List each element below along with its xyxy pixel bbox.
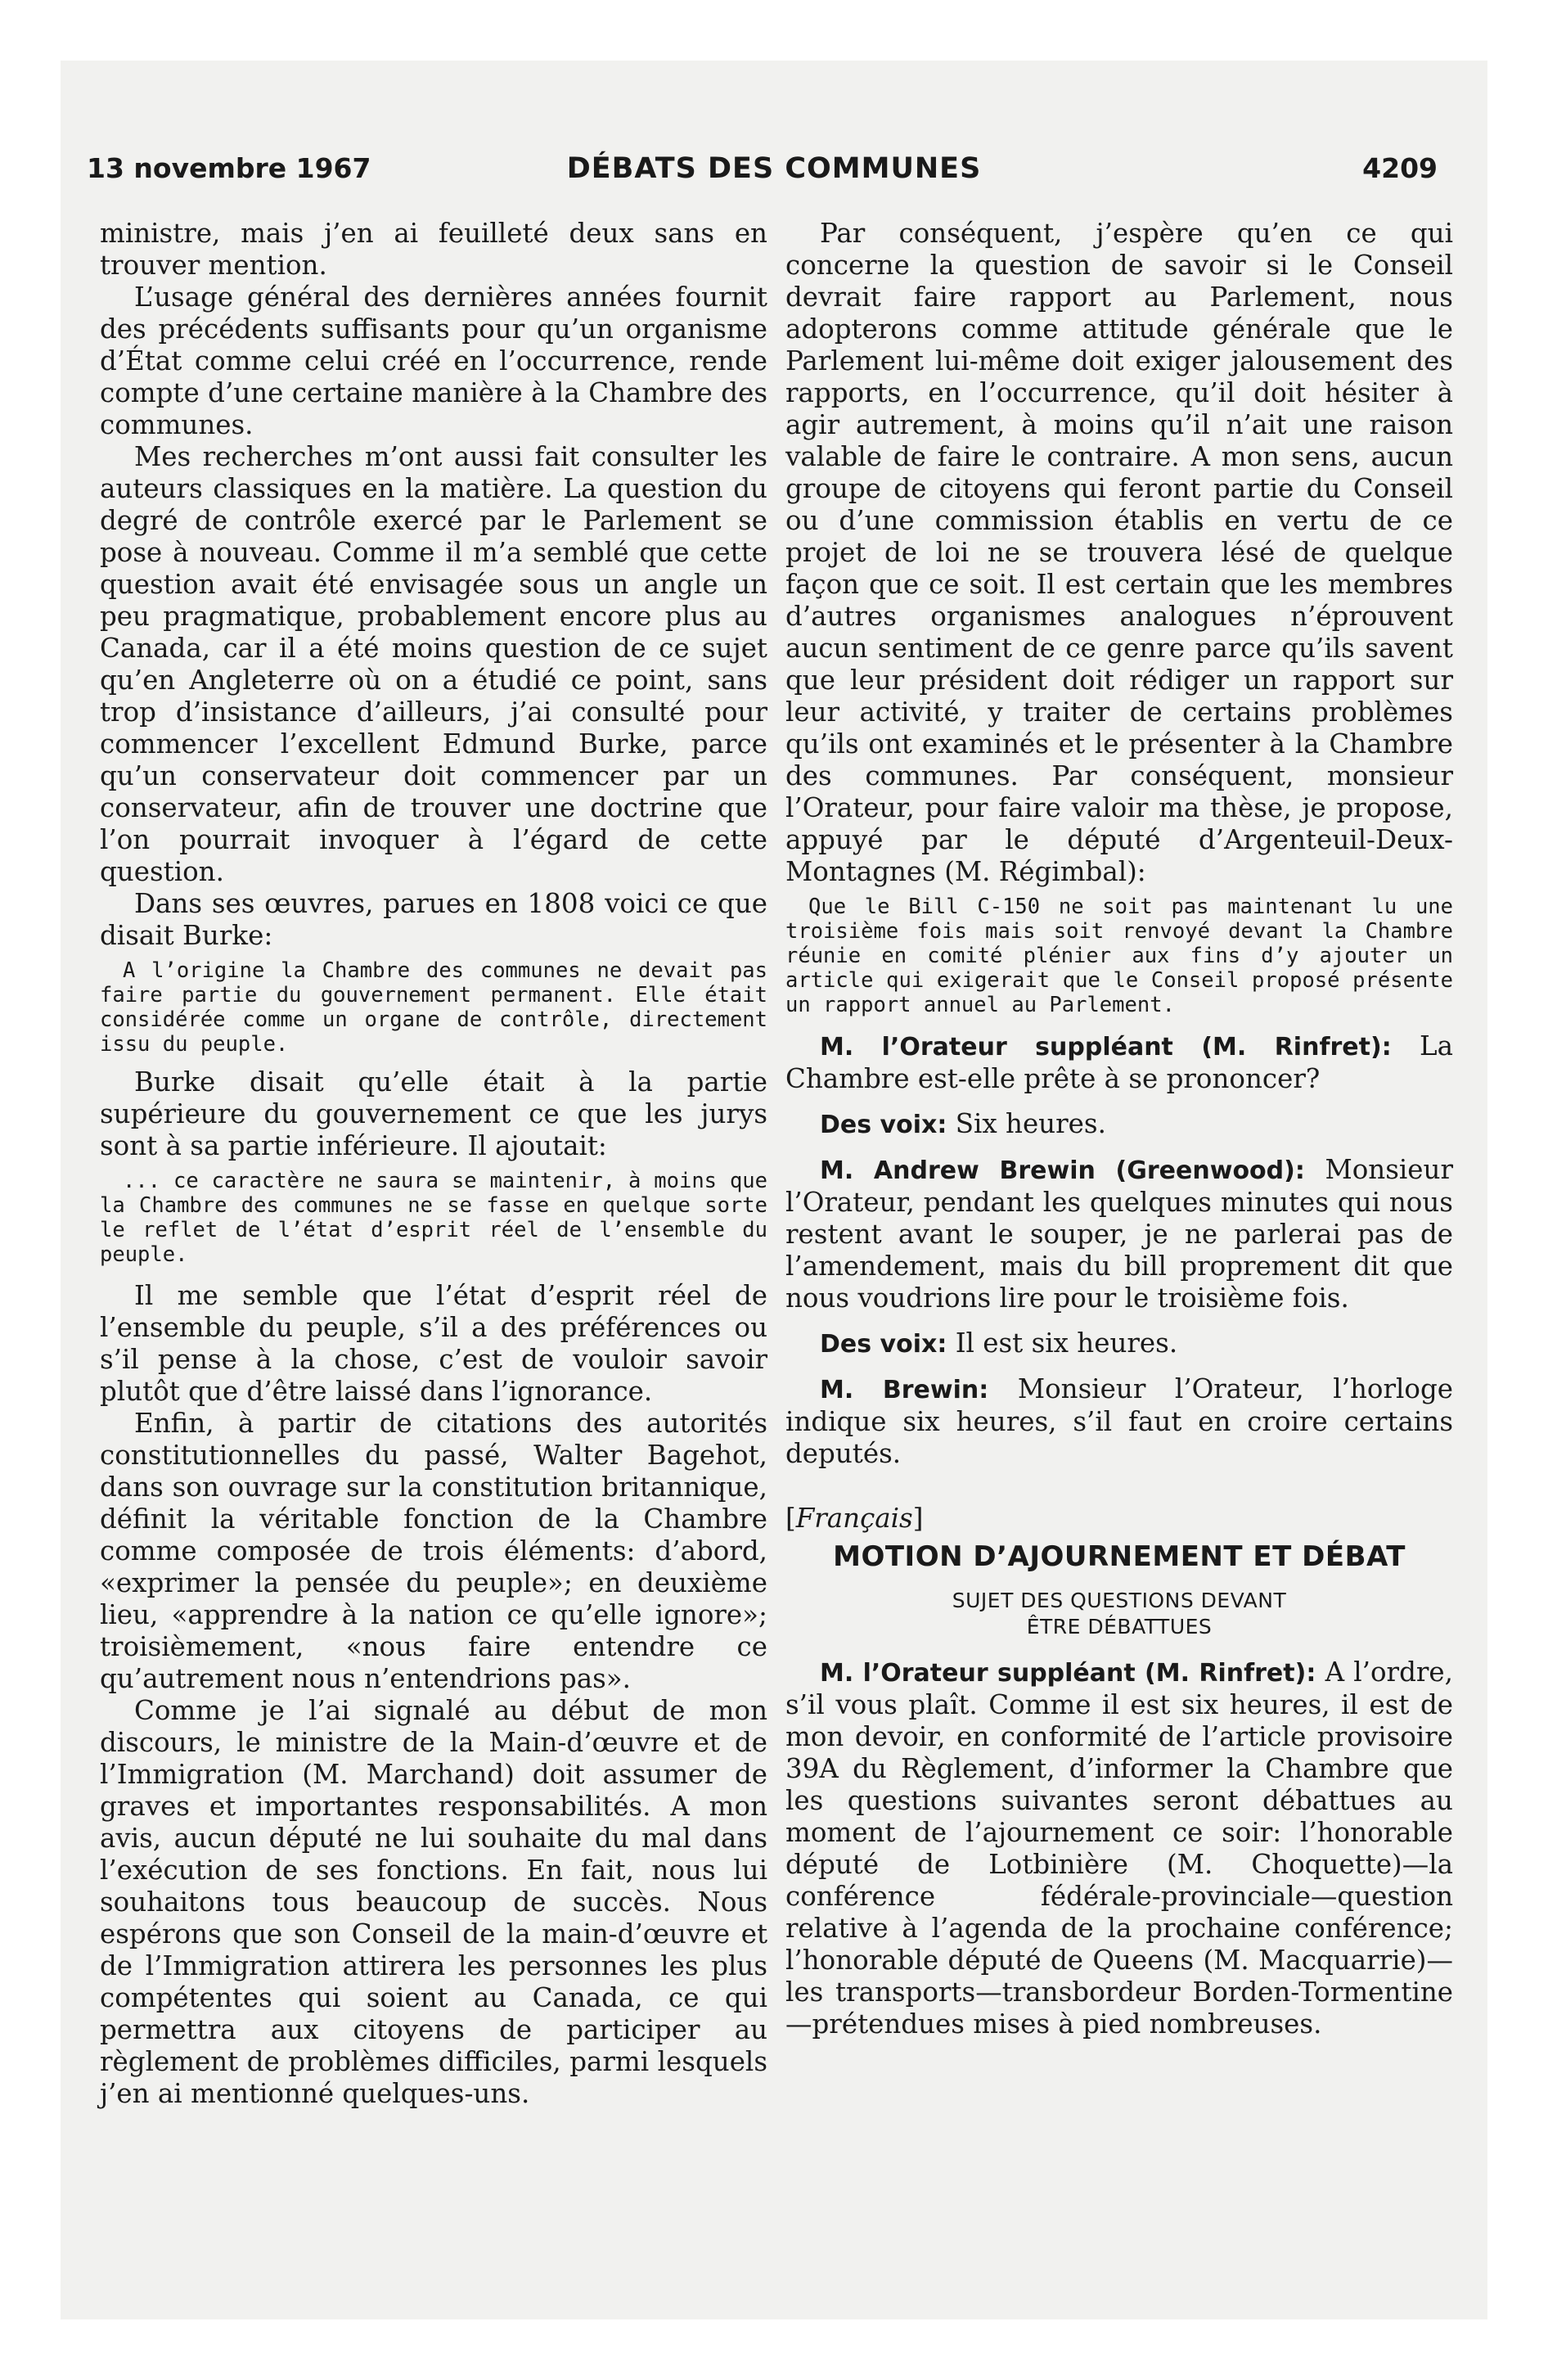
- block-quote: ... ce caractère ne saura se maintenir, à moins que la Chambre des communes ne se fasse en quelque sorte le reflet de l’état d’esprit réel de l’ensemble du peuple.: [100, 1169, 767, 1267]
- paragraph: ministre, mais j’en ai feuilleté deux sans en trouver mention.: [100, 218, 767, 281]
- header-date: 13 novembre 1967: [87, 152, 371, 184]
- paragraph: Comme je l’ai signalé au début de mon discours, le ministre de la Main-d’œuvre et de l’Immigration (M. Marchand) doit assumer de graves et importantes responsabilités. A mon avis, aucun député ne lui souhaite du mal dans l’exécution de ses fonctions. En fait, nous lui souhaitons tous beaucoup de succès. Nous espérons que son Conseil de la main-d’œuvre et de l’Immigration attirera les personnes les plus compétentes qui soient au Canada, ce qui permettra aux citoyens de participer au règlement de problèmes difficiles, parmi lesquels j’en ai mentionné quelques-uns.: [100, 1695, 767, 2109]
- speaker-turn: [785, 1373, 1453, 1470]
- section-subheading: [785, 1588, 1453, 1640]
- speaker-turn: [785, 1327, 1453, 1360]
- speaker-name: M. l’Orateur suppléant (M. Rinfret):: [820, 1659, 1316, 1688]
- subheading-line: SUJET DES QUESTIONS DEVANT: [952, 1589, 1287, 1612]
- paragraph: Par conséquent, j’espère qu’en ce qui concerne la question de savoir si le Conseil devrait faire rapport au Parlement, nous adopterons comme attitude générale que le Parlement lui-même doit exiger jalousement des rapports, en l’occurrence, qu’il doit hésiter à agir autrement, à moins qu’il n’ait une raison valable de faire le contraire. A mon sens, aucun groupe de citoyens qui feront partie du Conseil ou d’une commission établis en vertu de ce projet de loi ne se trouvera lésé de quelque façon que ce soit. Il est certain que les membres d’autres organismes analogues n’éprouvent aucun sentiment de ce genre parce qu’ils savent que leur président doit rédiger un rapport sur leur activité, y traiter de certains problèmes qu’ils ont examinés et le présenter à la Chambre des communes. Par conséquent, monsieur l’Orateur, pour faire valoir ma thèse, je propose, appuyé par le député d’Argenteuil-Deux-Montagnes (M. Régimbal):: [785, 218, 1453, 887]
- block-quote: A l’origine la Chambre des communes ne devait pas faire partie du gouvernement permanent. Elle était considérée comme un organe de contrôle, directement issu du peuple.: [100, 958, 767, 1057]
- speech-text: La Chambre est-elle prête à se prononcer?: [785, 1030, 1453, 1094]
- speaker-turn: [785, 1154, 1453, 1314]
- language-tag: [Français]: [785, 1503, 924, 1534]
- paragraph: Enfin, à partir de citations des autorités constitutionnelles du passé, Walter Bagehot, dans son ouvrage sur la constitution britannique, définit la véritable fonction de la Chambre comme composée de trois éléments: d’abord, «exprimer la pensée du peuple»; en deuxième lieu, «apprendre à la nation ce qu’elle ignore»; troisièmement, «nous faire entendre ce qu’autrement nous n’entendrions pas».: [100, 1408, 767, 1694]
- header-title: DÉBATS DES COMMUNES: [566, 152, 982, 185]
- paragraph: Mes recherches m’ont aussi fait consulter les auteurs classiques en la matière. La question du degré de contrôle exercé par le Parlement se pose à nouveau. Comme il m’a semblé que cette question avait été envisagée sous un angle un peu pragmatique, probablement encore plus au Canada, car il a été moins question de ce sujet qu’en Angleterre où on a étudié ce point, sans trop d’insistance d’ailleurs, j’ai consulté pour commencer l’excellent Edmund Burke, parce qu’un conservateur doit commencer par un conservateur, afin de trouver une doctrine que l’on pourrait invoquer à l’égard de cette question.: [100, 441, 767, 887]
- speaker-turn: [785, 1657, 1453, 2040]
- paragraph: L’usage général des dernières années fournit des précédents suffisants pour qu’un organisme d’État comme celui créé en l’occurrence, rende compte d’une certaine manière à la Chambre des communes.: [100, 282, 767, 440]
- speech-text: Monsieur l’Orateur, pendant les quelques minutes qui nous restent avant le souper, je ne parlerai pas de l’amendement, mais du bill proprement dit que nous voudrions lire pour le troisième fois.: [785, 1154, 1453, 1314]
- page-number: 4209: [1362, 152, 1438, 184]
- speech-text: A l’ordre, s’il vous plaît. Comme il est six heures, il est de mon devoir, en conformité de l’article provisoire 39A du Règlement, d’informer la Chambre que les questions suivantes seront débattues au moment de l’ajournement ce soir: l’honorable député de Lotbinière (M. Choquette)—la conférence fédérale-provinciale—question relative à l’agenda de la prochaine conférence; l’honorable député de Queens (M. Macquarrie)—les transports—transbordeur Borden-Tormentine —prétendues mises à pied nombreuses.: [785, 1657, 1453, 2040]
- speech-text: Il est six heures.: [955, 1327, 1178, 1359]
- speech-text: Monsieur l’Orateur, l’horloge indique six heures, s’il faut en croire certains deputés.: [785, 1373, 1453, 1469]
- left-column: [100, 218, 767, 2110]
- language-tag-text: Français: [795, 1503, 913, 1534]
- right-column: [785, 218, 1453, 2040]
- subheading-line: ÊTRE DÉBATTUES: [1026, 1615, 1213, 1639]
- section-heading: MOTION D’AJOURNEMENT ET DÉBAT: [833, 1540, 1406, 1573]
- paragraph: Burke disait qu’elle était à la partie supérieure du gouvernement ce que les jurys sont à sa partie inférieure. Il ajoutait:: [100, 1066, 767, 1161]
- speaker-name: M. Brewin:: [820, 1376, 989, 1404]
- speaker-name: M. l’Orateur suppléant (M. Rinfret):: [820, 1033, 1392, 1062]
- speaker-turn: [785, 1030, 1453, 1095]
- speaker-name: Des voix:: [820, 1111, 947, 1139]
- speech-text: Six heures.: [955, 1108, 1106, 1139]
- paragraph: Dans ses œuvres, parues en 1808 voici ce que disait Burke:: [100, 888, 767, 951]
- speaker-name: M. Andrew Brewin (Greenwood):: [820, 1156, 1305, 1185]
- speaker-turn: [785, 1108, 1453, 1141]
- speaker-name: Des voix:: [820, 1330, 947, 1359]
- paragraph: Il me semble que l’état d’esprit réel de l’ensemble du peuple, s’il a des préférences ou s’il pense à la chose, c’est de vouloir savoir plutôt que d’être laissé dans l’ignorance.: [100, 1280, 767, 1407]
- motion-text: Que le Bill C-150 ne soit pas maintenant lu une troisième fois mais soit renvoyé devant la Chambre réunie en comité plénier aux fins d’y ajouter un article qui exigerait que le Conseil proposé présente un rapport annuel au Parlement.: [785, 895, 1453, 1017]
